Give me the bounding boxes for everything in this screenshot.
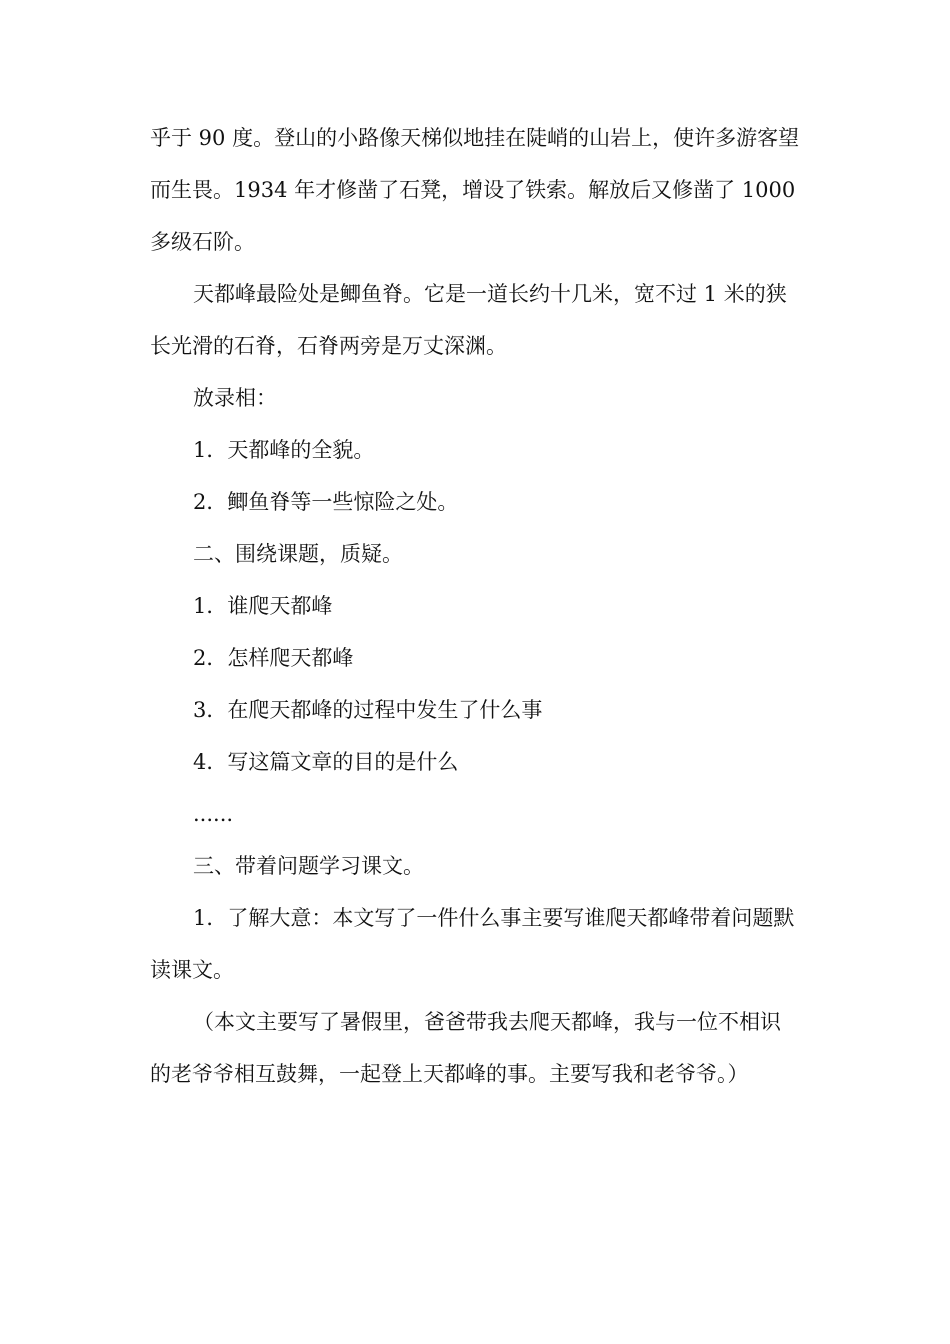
- section-heading-questions: 二、围绕课题，质疑。: [193, 542, 403, 566]
- paragraph-crucian-ridge: 天都峰最险处是鲫鱼脊。它是一道长约十几米，宽不过 1 米的狭长光滑的石脊，石脊两旁是万丈深渊。: [150, 282, 787, 358]
- question-what-happened: 3．在爬天都峰的过程中发生了什么事: [193, 698, 543, 722]
- question-who-climbs: 1．谁爬天都峰: [193, 594, 333, 618]
- paragraph-play-video: 放录相：: [193, 386, 277, 410]
- paragraph-mountain-steps: 乎于 90 度。登山的小路像天梯似地挂在陡峭的山岩上，使许多游客望而生畏。1934 年才修凿了石凳，增设了铁索。解放后又修凿了 1000 多级石阶。: [150, 126, 802, 254]
- list-item-dangerous-spots: 2．鲫鱼脊等一些惊险之处。: [193, 490, 459, 514]
- document-page: [150, 112, 800, 1100]
- question-how-climb: 2．怎样爬天都峰: [193, 646, 354, 670]
- ellipsis: ......: [193, 802, 234, 826]
- paragraph-main-idea: 1．了解大意：本文写了一件什么事主要写谁爬天都峰带着问题默读课文。: [150, 906, 795, 982]
- list-item-panorama: 1．天都峰的全貌。: [193, 438, 375, 462]
- paragraph-summary-note: （本文主要写了暑假里，爸爸带我去爬天都峰，我与一位不相识的老爷爷相互鼓舞，一起登上天都峰的事。主要写我和老爷爷。）: [150, 1010, 781, 1086]
- question-purpose: 4．写这篇文章的目的是什么: [193, 750, 459, 774]
- section-heading-study: 三、带着问题学习课文。: [193, 854, 424, 878]
